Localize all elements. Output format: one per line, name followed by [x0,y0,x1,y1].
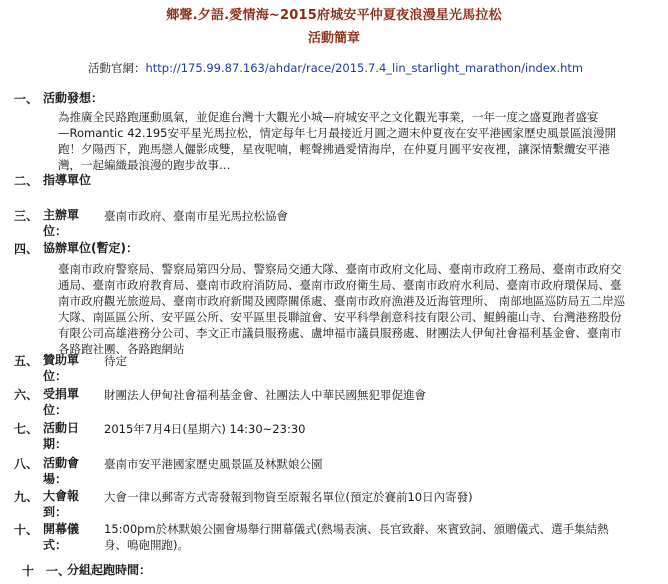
section-value: 大會一律以郵寄方式寄發報到物資至原報名單位(預定於賽前10日內寄發) [104,490,473,504]
body-line: 臺南市政府警察局、警察局第四分局、警察局交通大隊、臺南市政府文化局、臺南市政府工務局、臺南市政府交 [58,262,622,276]
body-line: 有限公司高雄港務分公司、李文正市議員服務處、盧坤福市議員服務處、財團法人伊甸社會福利基金會、臺南市 [58,326,622,340]
body-line: 為推廣全民路跑運動風氣，並促進台灣十大觀光小城—府城安平之文化觀光事業，一年一度之盛夏跑者盛宴 [58,110,599,124]
section-number: 四、 [14,242,39,256]
section-heading: 活動會場： [43,456,80,486]
section-value: 2015年7月4日(星期六) 14:30~23:30 [104,422,306,436]
website-link[interactable]: http://175.99.87.163/ahdar/race/2015.7.4_lin_starlight_marathon/index.htm [145,61,584,75]
body-line: 各路跑社團、各路跑網站 [58,342,185,356]
section-number: 一、 [14,92,39,106]
body-line: —Romantic 42.195安平星光馬拉松，情定每年七月最接近月圓之週末仲夏夜在安平港國家歷史風景區浪漫開 [58,126,616,140]
event-title: 鄉聲.夕語.愛情海~2015府城安平仲夏夜浪漫星光馬拉松 [166,8,502,23]
section-number: 六、 [14,388,39,402]
section-number: 十 一、 [22,564,71,578]
section-heading: 開幕儀式： [43,522,80,552]
body-line: 跑！夕陽西下，跑馬戀人儷影成雙，星夜呢喃，輕聲拂過愛情海岸，在仲夏月圓平安夜裡，讓深情繫纜安平港 [58,142,610,156]
section-body [104,521,654,553]
body-line: 身、鳴砲開跑)。 [104,538,189,552]
section-number: 七、 [14,422,39,436]
body-line: 灣，一起編織最浪漫的跑步故事… [58,158,231,172]
body-line: 南市政府觀光旅遊局、臺南市政府新聞及國際關係處、臺南市政府漁港及近海管理所、 南部地區巡防局五二岸巡 [58,294,626,308]
body-line: 通局、臺南市政府教育局、臺南市政府消防局、臺南市政府衛生局、臺南市政府水利局、臺南市政府環保局、臺 [58,278,622,292]
section-heading: 大會報到： [43,489,80,519]
section-heading: 贊助單位： [43,353,80,383]
section-value: 臺南市政府、臺南市星光馬拉松協會 [104,209,288,223]
body-line: 15:00pm於林默娘公園會場舉行開幕儀式(熱場表演、長官致辭、來賓致詞、頒贈儀式、選手集結熱 [104,522,609,536]
section-heading: 分組起跑時間： [67,563,152,577]
section-heading: 指導單位 [43,173,92,187]
section-number: 二、 [14,174,39,188]
section-heading: 主辦單位： [43,208,80,238]
section-heading: 協辦單位(暫定)： [43,241,138,255]
section-heading: 活動日期： [43,421,80,451]
section-number: 三、 [14,209,39,223]
section-body [58,261,642,357]
section-body [58,109,642,173]
section-number: 十、 [14,523,39,537]
section-number: 八、 [14,457,39,471]
body-line: 大隊、南區區公所、安平區公所、安平區里長聯誼會、安平科學創意科技有限公司、鯤鯓龍山寺、台灣港務股份 [58,310,622,324]
section-value: 臺南市安平港國家歷史風景區及林默娘公園 [104,457,323,471]
section-value: 財團法人伊甸社會福利基金會、社團法人中華民國無犯罪促進會 [104,388,426,402]
section-heading: 活動發想： [43,91,104,105]
event-subtitle: 活動簡章 [307,31,360,46]
website-label: 活動官網： [88,61,146,75]
section-value: 待定 [104,354,127,368]
section-number: 五、 [14,354,39,368]
section-heading: 受捐單位： [43,387,80,417]
section-number: 九、 [14,490,39,504]
official-website-line [88,60,583,76]
